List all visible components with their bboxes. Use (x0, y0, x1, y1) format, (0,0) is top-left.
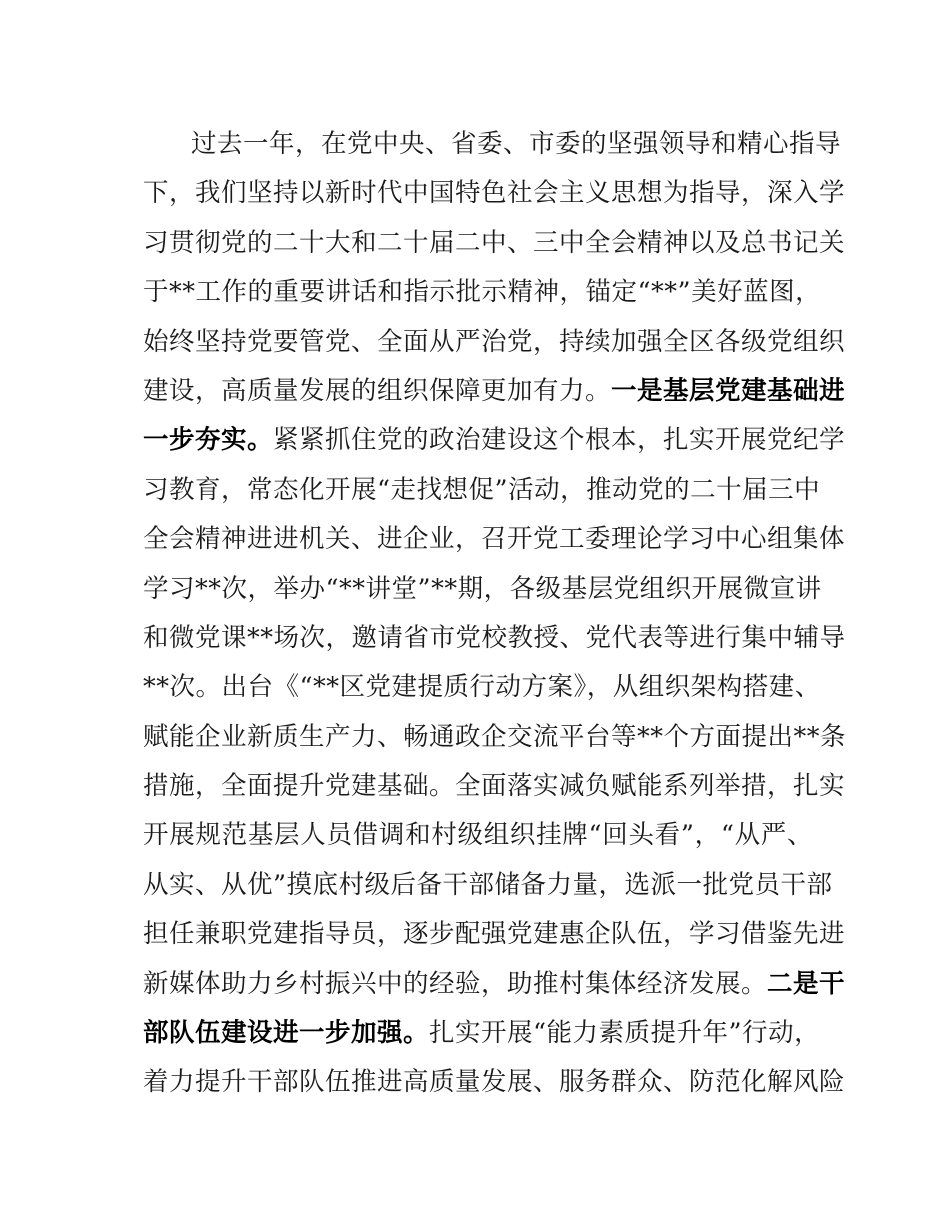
text-line (143, 910, 846, 959)
text-line (143, 762, 846, 811)
text-line (143, 1058, 846, 1107)
body-text: 学习**次，举办“**讲堂”**期，各级基层党组织开展微宣讲 (143, 573, 822, 604)
text-line (143, 367, 846, 416)
text-line (143, 960, 846, 1009)
body-text: 新媒体助力乡村振兴中的经验，助推村集体经济发展。 (143, 968, 768, 999)
text-line (143, 169, 846, 218)
text-line (143, 219, 846, 268)
text-line (143, 1009, 821, 1058)
body-text: 担任兼职党建指导员，逐步配强党建惠企队伍，学习借鉴先进 (143, 919, 846, 950)
body-text: 开展规范基层人员借调和村级组织挂牌“回头看”，“从严、 (143, 820, 813, 851)
body-text: 于**工作的重要讲话和指示批示精神，锚定“**”美好蓝图， (143, 277, 822, 308)
body-text: 从实、从优”摸底村级后备干部储备力量，选派一批党员干部 (143, 869, 833, 900)
body-text: 过去一年，在党中央、省委、市委的坚强领导和精心指导 (191, 129, 842, 159)
text-line (143, 318, 846, 367)
bold-heading-text: 部队伍建设进一步加强。 (143, 1018, 430, 1049)
body-text: **次。出台《“**区党建提质行动方案》，从组织架构搭建、 (143, 672, 821, 703)
body-text: 始终坚持党要管党、全面从严治党，持续加强全区各级党组织 (143, 326, 846, 357)
body-text: 扎实开展“能力素质提升年”行动， (429, 1018, 821, 1049)
body-text: 习教育，常态化开展“走找想促”活动，推动党的二十届三中 (143, 474, 821, 505)
text-line (143, 663, 821, 712)
body-text: 和微党课**场次，邀请省市党校教授、党代表等进行集中辅导 (143, 622, 846, 653)
body-text: 下，我们坚持以新时代中国特色社会主义思想为指导，深入学 (143, 178, 846, 209)
text-line (143, 268, 822, 317)
text-line (143, 614, 846, 663)
body-text: 措施，全面提升党建基础。全面落实减负赋能系列举措，扎实 (143, 771, 846, 802)
text-line (143, 416, 846, 465)
text-line (143, 811, 813, 860)
bold-heading-text: 一步夯实。 (143, 425, 274, 456)
body-text: 全会精神进进机关、进企业，召开党工委理论学习中心组集体 (143, 524, 846, 555)
body-text: 着力提升干部队伍推进高质量发展、服务群众、防范化解风险 (143, 1067, 846, 1098)
body-paragraph (143, 120, 847, 1108)
body-text: 赋能企业新质生产力、畅通政企交流平台等**个方面提出**条 (143, 721, 847, 752)
body-text: 习贯彻党的二十大和二十届二中、三中全会精神以及总书记关 (143, 227, 846, 258)
text-line (143, 861, 833, 910)
text-line (143, 713, 847, 762)
text-line (143, 466, 821, 515)
text-line (143, 120, 842, 169)
body-text: 建设，高质量发展的组织保障更加有力。 (143, 375, 612, 406)
text-line (143, 515, 846, 564)
body-text: 紧紧抓住党的政治建设这个根本，扎实开展党纪学 (273, 425, 846, 456)
text-line (143, 565, 822, 614)
bold-heading-text: 二是干 (767, 968, 846, 999)
bold-heading-text: 一是基层党建基础进 (611, 375, 846, 406)
